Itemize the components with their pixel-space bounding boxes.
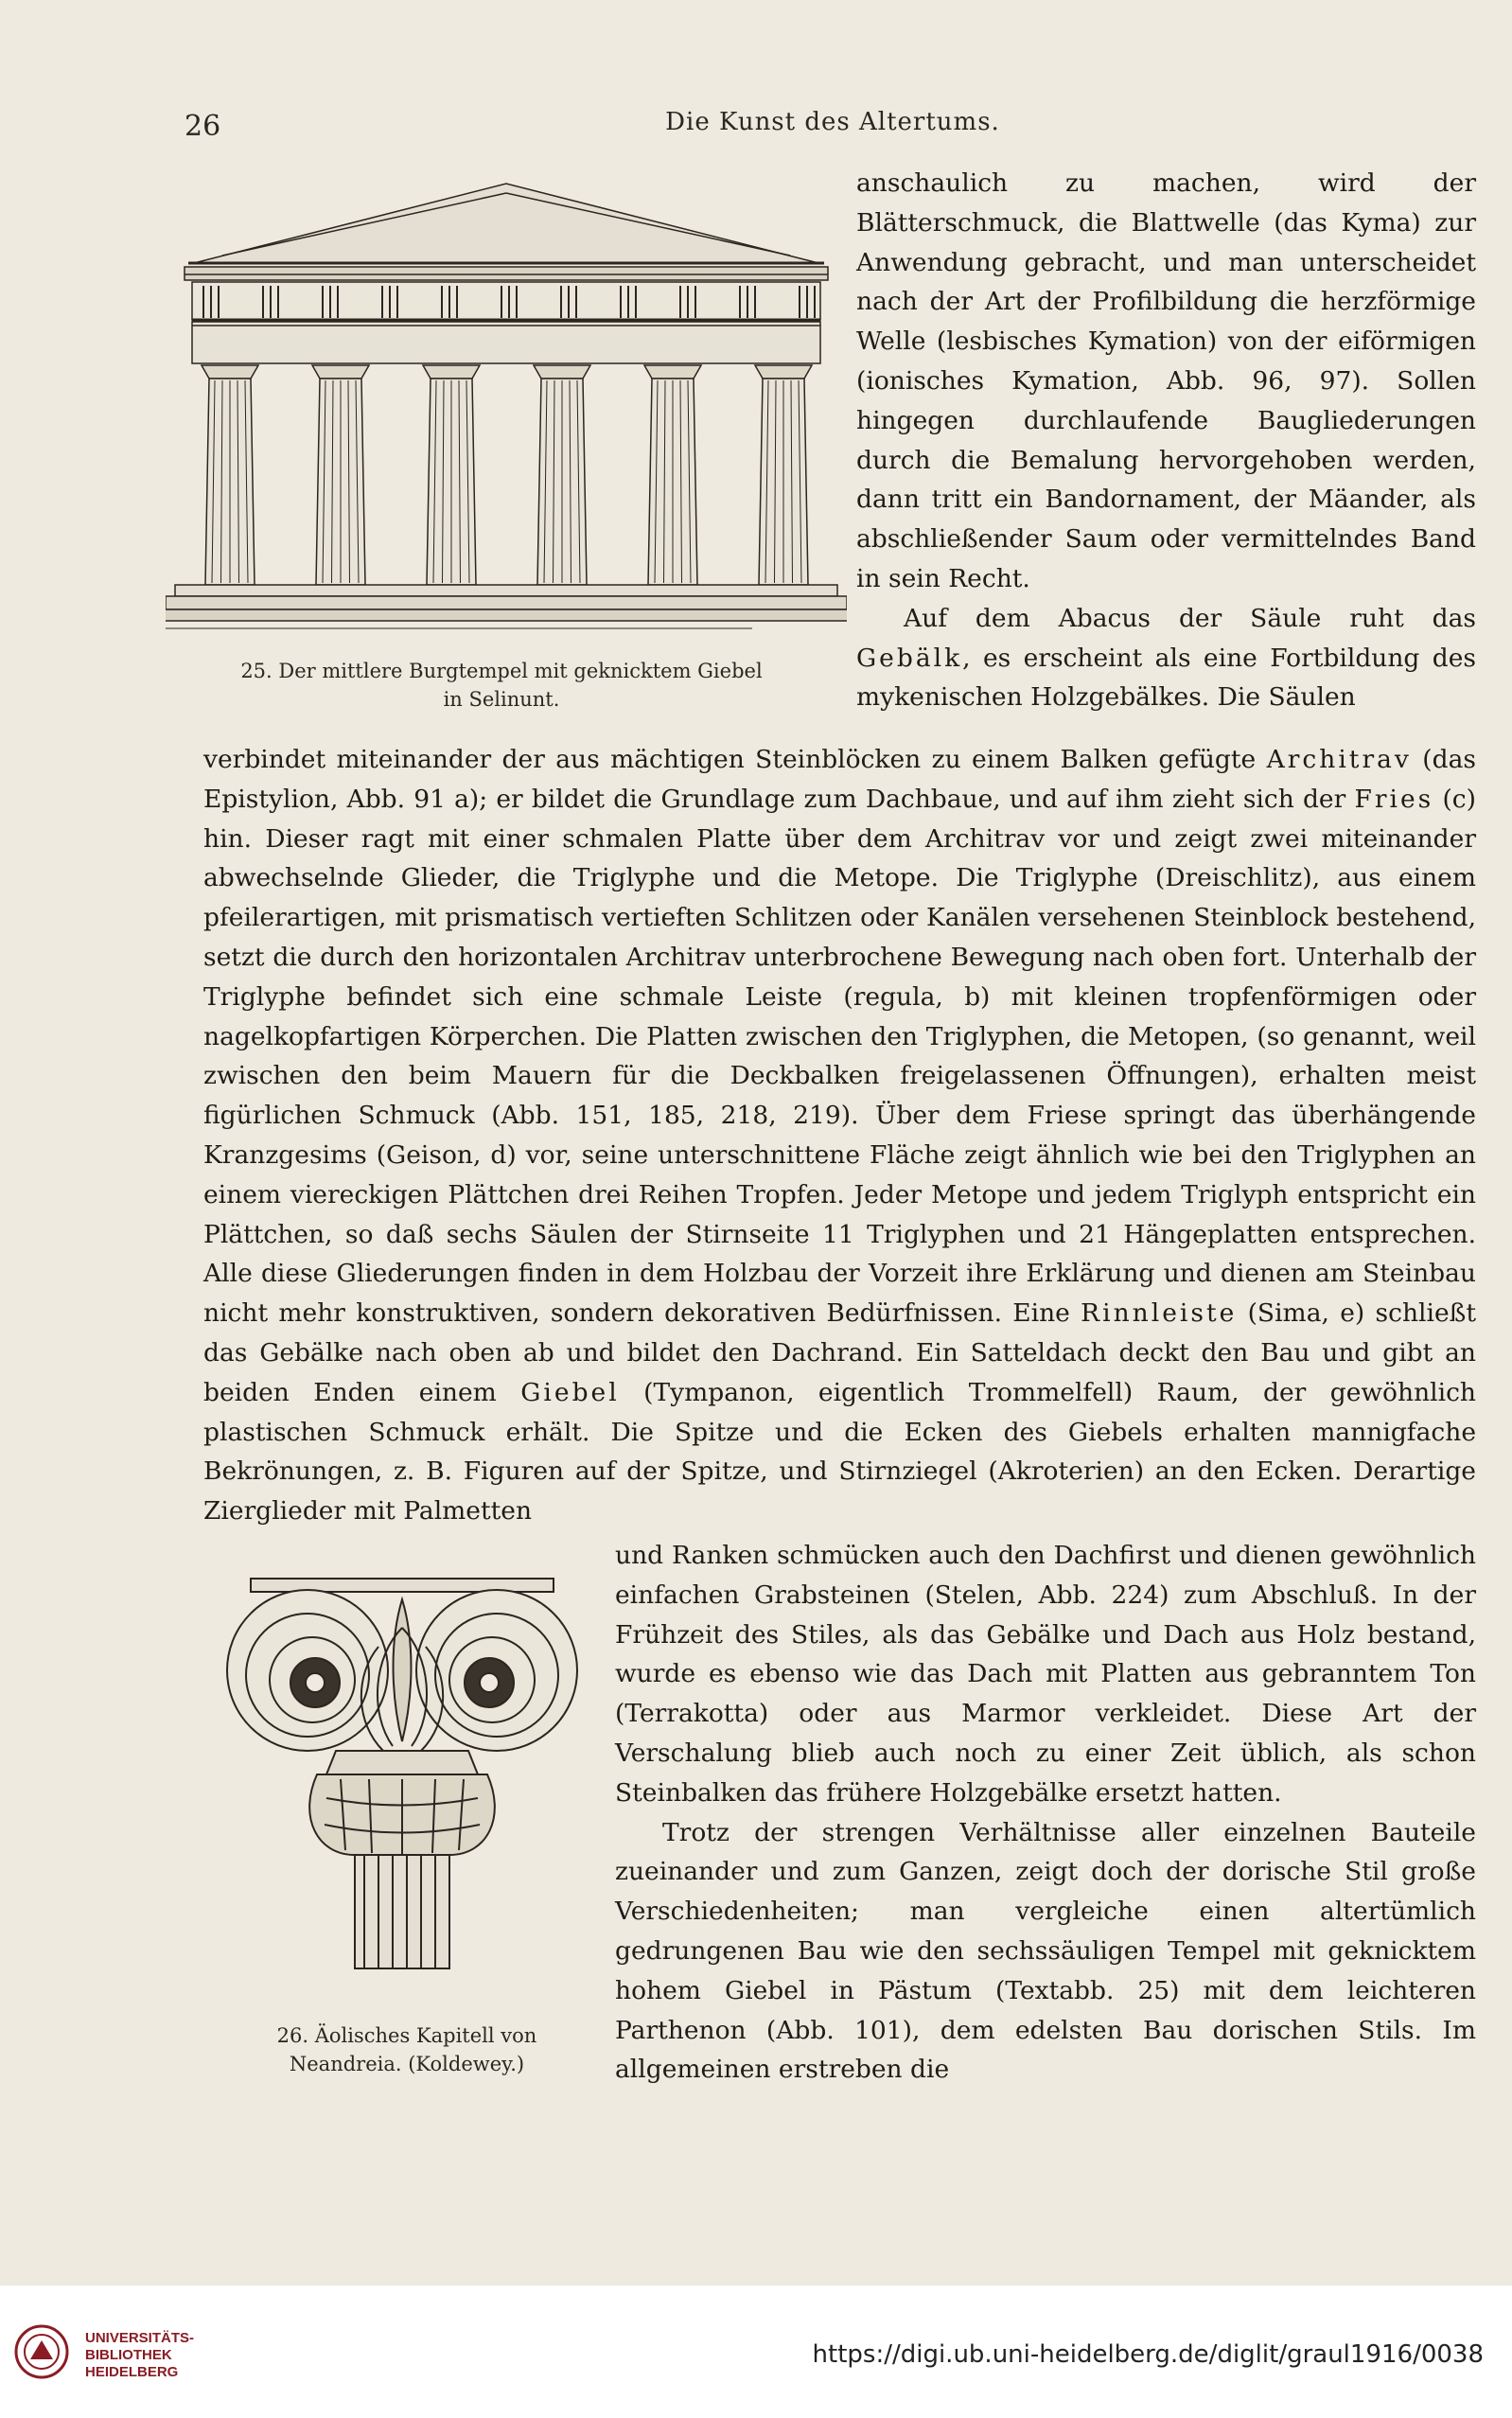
figure-26-caption [227,2021,587,2078]
library-name-line: BIBLIOTHEK [85,2347,172,2363]
caption-line: in Selinunt. [443,688,560,711]
term-giebel: Giebel [520,1377,620,1407]
term-architrav: Architrav [1266,745,1412,774]
paragraph: anschaulich zu machen, wird der Blätterschmuck, die Blattwelle (das Kyma) zur Anwendung gebracht, und man unterscheidet nach der Art der Profilbildung die herzförmige Welle (lesbisches Kymation) von der eiförmigen (ionisches Kymation, Abb. 96, 97). Sollen hingegen durchlaufende Baugliederungen durch die Bemalung hervorgehoben werden, dann tritt ein Bandornament, der Mäander, als abschließender Saum oder vermittelndes Band in sein Recht. [856,168,1476,593]
temple-column [312,365,369,585]
library-name-line: UNIVERSITÄTS- [85,2330,195,2346]
text-column-bottom [615,1536,1476,2090]
library-name [85,2330,194,2381]
caption-line: 25. Der mittlere Burgtempel mit geknicktem Giebel [240,660,763,682]
viewer-footer [0,2286,1512,2418]
library-name-line: HEIDELBERG [85,2364,179,2380]
running-header [185,106,1481,144]
source-url-link[interactable]: https://digi.ub.uni-heidelberg.de/diglit/graul1916/0038 [812,2340,1484,2369]
page-number: 26 [185,110,221,143]
text-run: Auf dem Abacus der Säule ruht das [904,603,1476,633]
text-run: verbindet miteinander der aus mächtigen Steinblöcken zu einem Balken gefügte [203,745,1257,774]
paragraph: Trotz der strengen Verhältnisse aller einzelnen Bauteile zueinander und zum Ganzen, zeigt doch der dorische Stil große Verschiedenheiten; man vergleiche einen altertümlich gedrungenen Bau wie den sechssäuligen Tempel mit geknicktem hohem Giebel in Pästum (Textabb. 25) mit dem leichteren Parthenon (Abb. 101), dem edelsten Bau dorischen Stils. Im allgemeinen erstreben die [615,1817,1476,2085]
paragraph: und Ranken schmücken auch den Dachfirst und dienen gewöhnlich einfachen Grabsteinen (Stelen, Abb. 224) zum Abschluß. In der Frühzeit des Stiles, als das Gebälke und Dach aus Holz bestand, wurde es ebenso wie das Dach mit Platten aus gebranntem Ton (Terrakotta) oder aus Marmor verkleidet. Diese Art der Verschalung blieb auch noch zu einer Zeit üblich, als schon Steinbalken das frühere Holzgebälke ersetzt hatten. [615,1541,1476,1808]
term-rinnleiste: Rinnleiste [1081,1298,1238,1329]
temple-column [644,365,701,585]
paragraph [856,599,1476,717]
caption-line: 26. Äolisches Kapitell von [276,2024,537,2047]
text-column-top [856,164,1476,717]
temple-column [202,365,258,585]
temple-column [534,365,590,585]
library-seal-icon [13,2323,70,2380]
text-run: (c) hin. Dieser ragt mit einer schmalen Platte über dem Architrav vor und zeigt zwei miteinander abwechselnde Glieder, die Triglyphe und die Metope. Die Triglyphe (Dreischlitz), aus einem pfeilerartigen, mit prismatisch vertieften Schlitzen oder Kanälen versehenen Steinblock bestehend, setzt die durch den horizontalen Architrav unterbrochene Bewegung nach oben fort. Unterhalb der Triglyphe befindet sich eine schmale Leiste (regula, b) mit kleinen tropfenförmigen oder nagelkopfartigen Körperchen. Die Platten zwischen den Triglyphen, die Metopen, (so genannt, weil zwischen den beim Mauern für die Deckbalken freigelassenen Öffnungen), erhalten meist figürlichen Schmuck (Abb. 151, 185, 218, 219). Über dem Friese springt das überhängende Kranzgesims (Geison, d) vor, seine unterschnittene Fläche zeigt ähnlich wie bei den Triglyphen an einem viereckigen Plättchen drei Reihen Tropfen. Jeder Metope und jedem Triglyph entspricht ein Plättchen, so daß sechs Säulen der Stirnseite 11 Triglyphen und 21 Hängeplatten entsprechen. Alle diese Gliederungen finden in dem Holzbau der Vorzeit ihre Erklärung und dienen am Steinbau nicht mehr konstruktiven, sondern dekorativen Bedürfnissen. Eine [203,784,1476,1329]
term-gebaelk: Gebälk [856,643,963,673]
text-run: (Sima, e) schließt das Gebälke nach oben ab und bildet den Dachrand. Ein Satteldach deckt den Bau und gibt an beiden Enden einem [203,1298,1476,1407]
text-full-width [203,740,1476,1531]
figure-26-capital [213,1571,591,1987]
running-title: Die Kunst des Altertums. [665,108,1000,136]
university-library-logo [13,2323,70,2380]
term-fries: Fries [1354,784,1434,814]
text-run: (das Epistylion, Abb. 91 a); er bildet die Grundlage zum Dachbaue, und auf ihm zieht sich der [203,745,1476,814]
figure-25-caption [194,657,809,714]
temple-illustration [166,168,847,651]
capital-illustration [213,1571,591,1987]
temple-column [423,365,480,585]
temple-column [755,365,812,585]
figure-25-temple [166,168,847,651]
text-run: , es erscheint als eine Fortbildung des mykenischen Holzgebälkes. Die Säulen [856,643,1476,713]
caption-line: Neandreia. (Koldewey.) [289,2053,525,2075]
text-run: (Tympanon, eigentlich Trommelfell) Raum, der gewöhnlich plastischen Schmuck erhält. Die Spitze und die Ecken des Giebels erhalten mannigfache Bekrönungen, z. B. Figuren auf der Spitze, und Stirnziegel (Akroterien) an den Ecken. Derartige Zierglieder mit Palmetten [203,1377,1477,1527]
paragraph [203,740,1476,1531]
